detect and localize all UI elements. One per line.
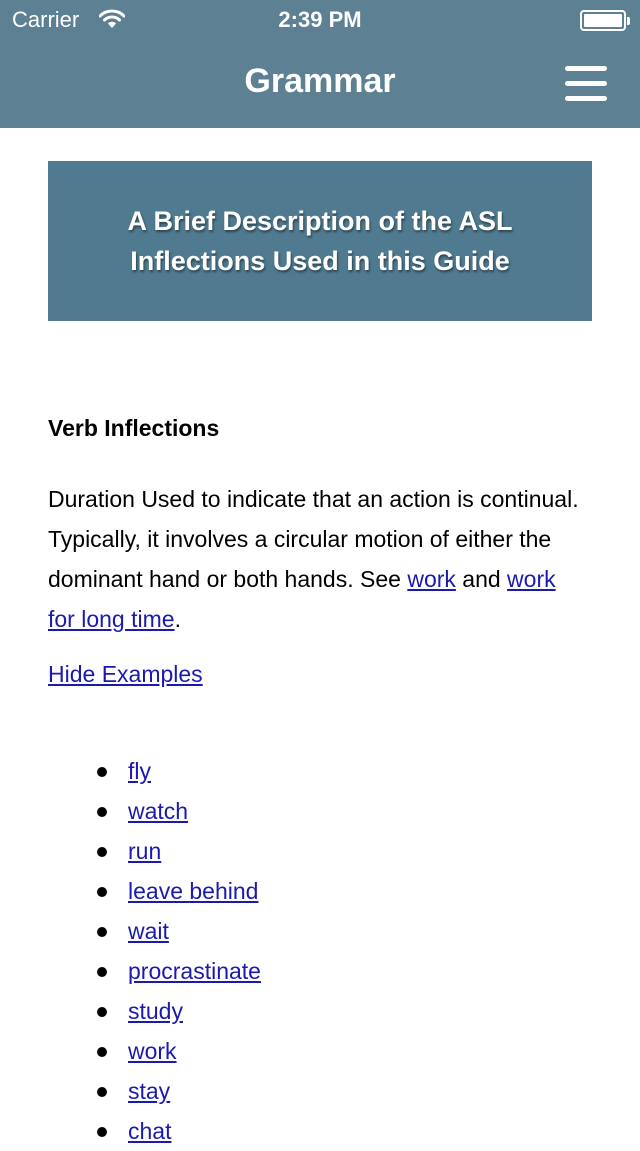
- status-bar: [0, 0, 640, 40]
- example-link[interactable]: run: [128, 838, 162, 864]
- example-link[interactable]: stay: [128, 1078, 171, 1104]
- bullet-icon: [97, 1087, 107, 1097]
- list-item: [0, 791, 261, 831]
- duration-paragraph: [48, 479, 588, 639]
- hide-examples-link[interactable]: Hide Examples: [48, 661, 203, 687]
- hamburger-menu-icon[interactable]: [560, 64, 612, 104]
- bullet-icon: [97, 807, 107, 817]
- paragraph-period: .: [174, 606, 181, 632]
- work-link[interactable]: work: [407, 566, 456, 592]
- banner-title: A Brief Description of the ASL Inflections Used in this Guide: [127, 206, 513, 276]
- bullet-icon: [97, 1007, 107, 1017]
- bullet-icon: [97, 927, 107, 937]
- status-time: 2:39 PM: [278, 7, 362, 32]
- paragraph-connector: and: [455, 566, 508, 592]
- example-link[interactable]: fly: [128, 758, 151, 784]
- bullet-icon: [97, 847, 107, 857]
- list-item: [0, 1071, 261, 1111]
- list-item: [0, 911, 261, 951]
- bullet-icon: [97, 887, 107, 897]
- page-title: Grammar: [244, 62, 396, 100]
- example-link[interactable]: study: [128, 998, 183, 1024]
- carrier-label: Carrier: [12, 7, 80, 32]
- list-item: [0, 751, 261, 791]
- example-link[interactable]: wait: [128, 918, 169, 944]
- section-banner: [48, 161, 592, 321]
- bullet-icon: [97, 767, 107, 777]
- list-item: [0, 1031, 261, 1071]
- work-for-long-time-link[interactable]: work for long time: [48, 566, 556, 632]
- example-link[interactable]: chat: [128, 1118, 172, 1144]
- examples-list: [0, 751, 261, 1151]
- list-item: [0, 1111, 261, 1151]
- example-link[interactable]: watch: [128, 798, 189, 824]
- list-item: [0, 871, 261, 911]
- list-item: [0, 991, 261, 1031]
- list-item: [0, 831, 261, 871]
- list-item: [0, 951, 261, 991]
- battery-icon: [580, 10, 626, 31]
- navigation-header: [0, 0, 640, 128]
- section-heading: Verb Inflections: [48, 415, 220, 441]
- example-link[interactable]: work: [128, 1038, 177, 1064]
- content-area[interactable]: [0, 128, 640, 1144]
- bullet-icon: [97, 1047, 107, 1057]
- bullet-icon: [97, 967, 107, 977]
- paragraph-text: Duration Used to indicate that an action is continual. Typically, it involves a circular motion of either the dominant hand or both hands. See: [48, 486, 579, 592]
- example-link[interactable]: procrastinate: [128, 958, 261, 984]
- example-link[interactable]: leave behind: [128, 878, 259, 904]
